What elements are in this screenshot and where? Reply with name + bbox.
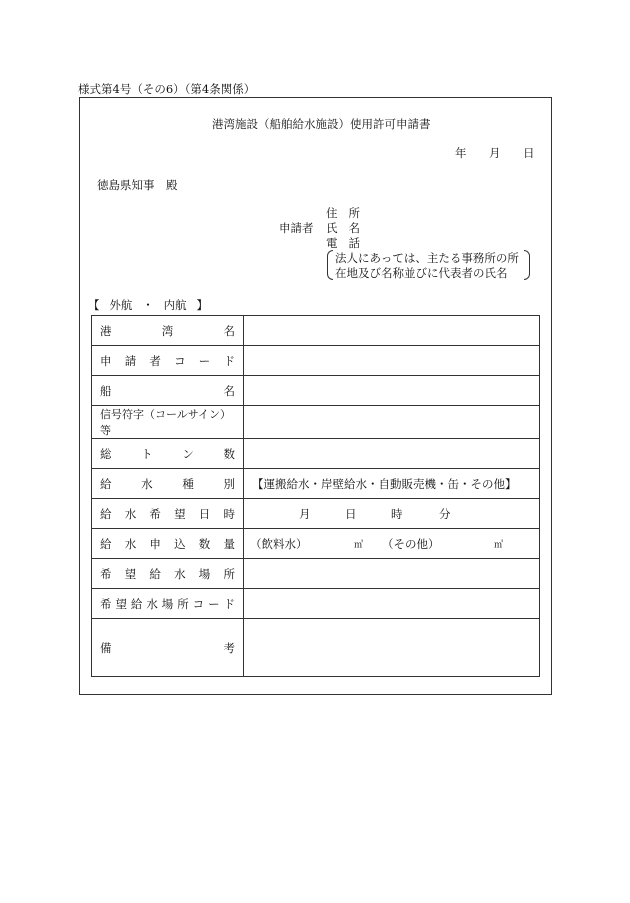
table-row — [92, 559, 540, 589]
label-supply-location: 希 望 給 水 場 所 — [92, 559, 244, 589]
field-supply-location[interactable] — [244, 559, 540, 589]
application-table — [91, 315, 540, 677]
datetime-month: 月 — [299, 506, 311, 521]
quantity-other-label: （その他） — [382, 536, 440, 551]
addressee: 徳島県知事 殿 — [97, 178, 178, 192]
quantity-drinking-label: （飲料水） — [250, 536, 308, 551]
field-gross-tonnage[interactable] — [244, 439, 540, 469]
field-call-sign[interactable] — [244, 406, 540, 439]
field-remarks[interactable] — [244, 619, 540, 677]
table-row — [92, 439, 540, 469]
applicant-address-label: 住 所 — [326, 206, 360, 220]
datetime-minute: 分 — [439, 506, 451, 521]
field-desired-datetime[interactable] — [244, 499, 540, 529]
datetime-day: 日 — [345, 506, 357, 521]
table-row — [92, 406, 540, 439]
corporate-note-line1: 法人にあっては、主たる事務所の所 — [335, 251, 519, 265]
table-row — [92, 529, 540, 559]
label-remarks: 備 考 — [92, 619, 244, 677]
route-selector: 【 外航 ・ 内航 】 — [88, 298, 208, 312]
table-row — [92, 619, 540, 677]
label-ship-name: 船 名 — [92, 376, 244, 406]
label-gross-tonnage: 総 ト ン 数 — [92, 439, 244, 469]
field-ship-name[interactable] — [244, 376, 540, 406]
field-port-name[interactable] — [244, 316, 540, 346]
label-applicant-code: 申 請 者 コ ー ド — [92, 346, 244, 376]
field-applicant-code[interactable] — [244, 346, 540, 376]
datetime-hour: 時 — [391, 506, 403, 521]
date-day: 日 — [523, 146, 535, 160]
table-row — [92, 316, 540, 346]
corporate-note-line2: 在地及び名称並びに代表者の氏名 — [335, 266, 508, 280]
table-row — [92, 376, 540, 406]
label-desired-datetime: 給 水 希 望 日 時 — [92, 499, 244, 529]
quantity-unit-other: ㎥ — [494, 540, 504, 550]
applicant-label: 申請者 — [279, 221, 314, 235]
date-year: 年 — [455, 146, 467, 160]
label-port-name: 港 湾 名 — [92, 316, 244, 346]
table-row — [92, 469, 540, 499]
table-row — [92, 346, 540, 376]
table-row — [92, 589, 540, 619]
form-title: 港湾施設（船舶給水施設）使用許可申請書 — [212, 117, 431, 131]
quantity-unit-drinking: ㎥ — [354, 540, 364, 550]
field-supply-location-code[interactable] — [244, 589, 540, 619]
label-quantity: 給 水 申 込 数 量 — [92, 529, 244, 559]
field-quantity[interactable] — [244, 529, 540, 559]
applicant-name-label: 氏 名 — [326, 221, 360, 235]
supply-type-options[interactable]: 【運搬給水・岸壁給水・自動販売機・缶・その他】 — [252, 476, 517, 491]
label-call-sign: 信号符字（コールサイン）等 — [92, 406, 244, 439]
label-supply-location-code: 希 望 給 水 場 所 コ ー ド — [92, 589, 244, 619]
label-supply-type: 給 水 種 別 — [92, 469, 244, 499]
date-month: 月 — [489, 146, 501, 160]
table-row — [92, 499, 540, 529]
form-number: 様式第4号（その6）（第4条関係） — [78, 82, 256, 96]
applicant-phone-label: 電 話 — [326, 236, 360, 250]
field-supply-type[interactable] — [244, 469, 540, 499]
